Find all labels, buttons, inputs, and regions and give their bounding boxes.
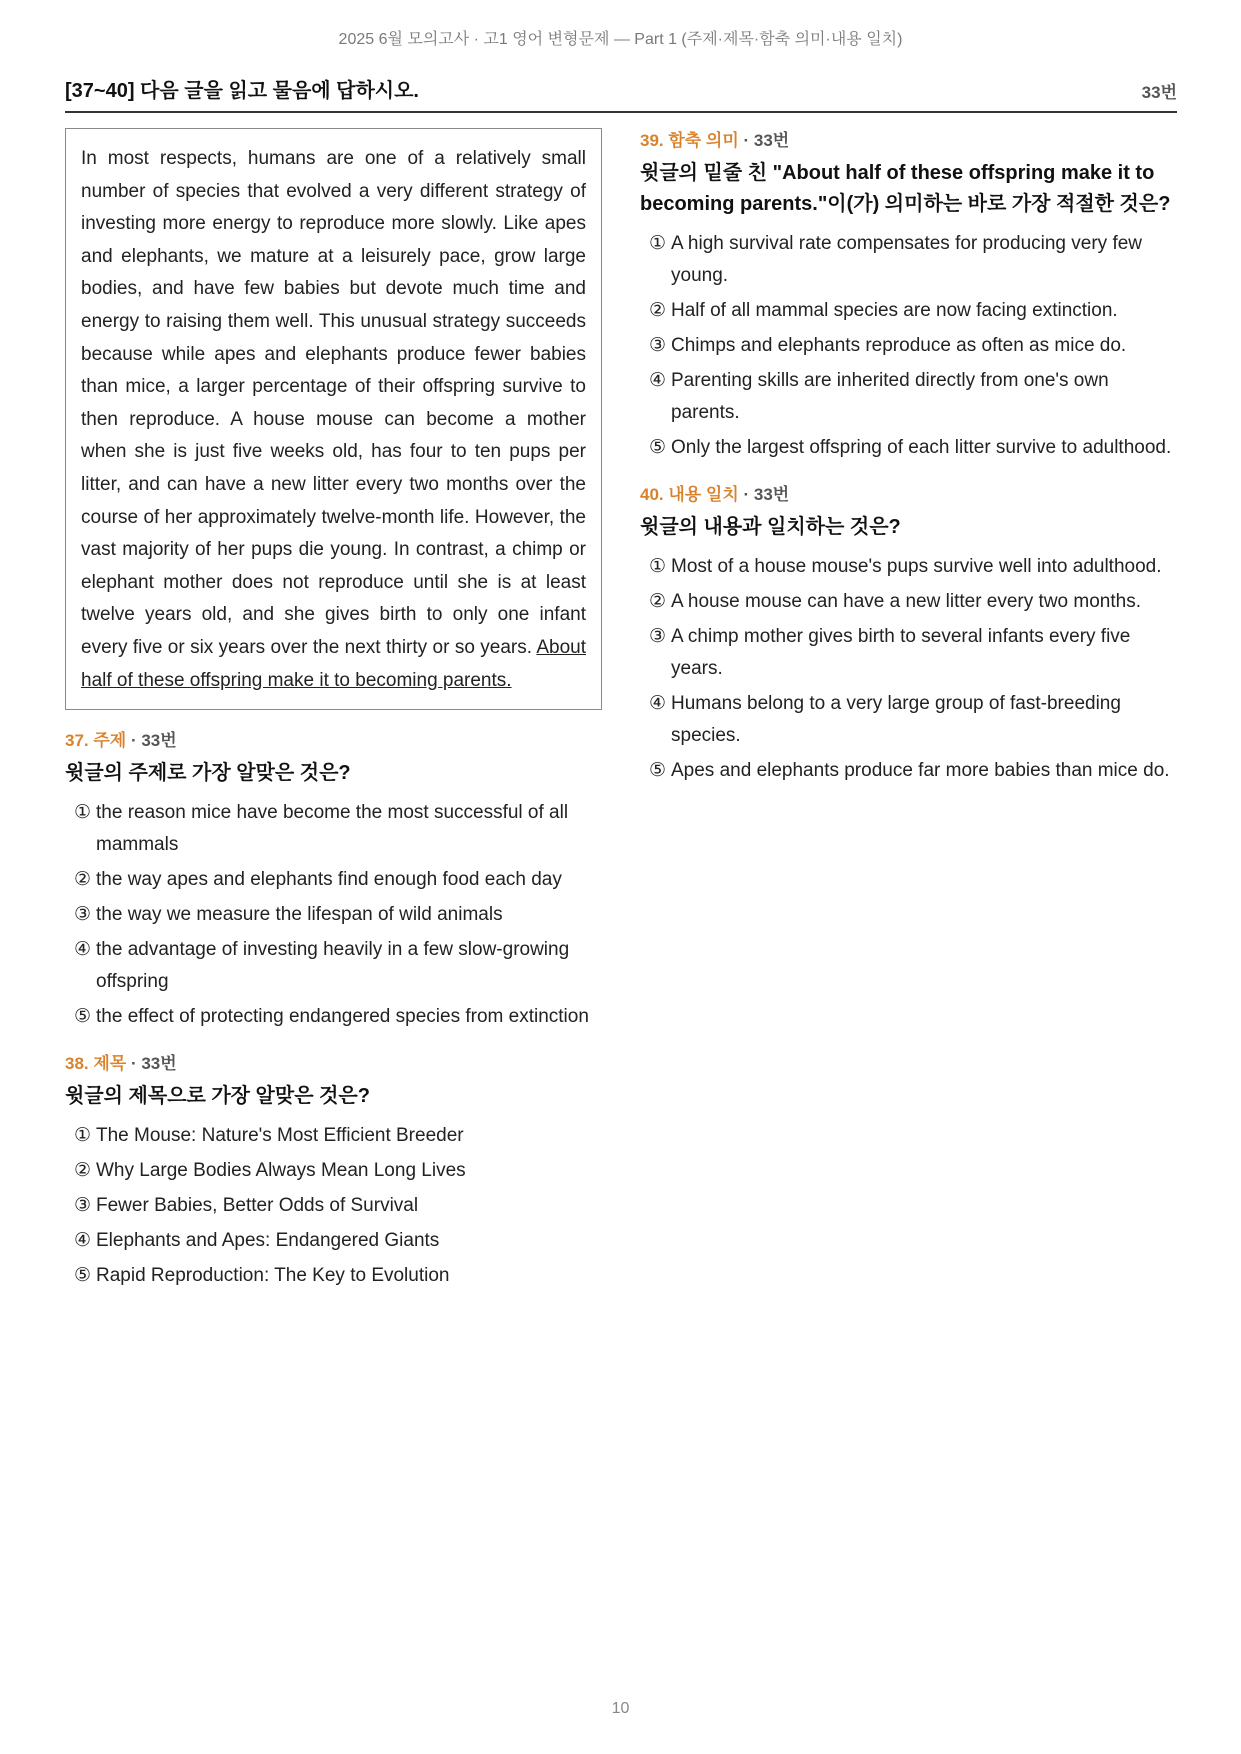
question-prompt: 윗글의 내용과 일치하는 것은? [640,516,901,538]
question-label [65,1051,602,1077]
option-5[interactable] [640,432,1177,464]
option-text: Parenting skills are inherited directly from one's own parents. [671,370,1109,423]
question-38 [65,1051,602,1292]
option-list [65,797,602,1033]
option-marker: ③ [649,626,667,647]
option-3[interactable] [640,621,1177,685]
option-marker: ② [74,869,92,891]
option-2[interactable] [65,1155,602,1187]
option-5[interactable] [65,1260,602,1292]
option-marker: ④ [74,939,92,961]
option-list [640,551,1177,787]
option-2[interactable] [640,586,1177,618]
option-3[interactable] [65,1190,602,1222]
option-marker: ③ [649,335,667,356]
option-marker: ⑤ [74,1006,92,1028]
question-prompt: 윗글의 제목으로 가장 알맞은 것은? [65,1085,370,1108]
option-marker: ③ [74,1195,92,1217]
question-37 [65,728,602,1033]
question-tag: 39. 함축 의미 [640,131,739,150]
option-marker: ② [649,300,667,321]
option-list [65,1120,602,1292]
option-marker: ④ [649,693,667,714]
question-tag: 37. 주제 [65,731,127,751]
option-1[interactable] [65,1120,602,1152]
option-4[interactable] [65,1225,602,1257]
question-source-number: · 33번 [743,485,790,504]
left-column [65,128,602,1295]
question-prompt: 윗글의 주제로 가장 알맞은 것은? [65,762,351,785]
option-marker: ① [649,233,667,254]
option-text: the effect of protecting endangered species from extinction [96,1006,589,1028]
option-marker: ④ [649,370,667,391]
question-label [640,482,1177,508]
section-number: 33번 [1141,83,1177,102]
option-1[interactable] [65,797,602,861]
option-marker: ① [649,556,667,577]
option-1[interactable] [640,228,1177,292]
question-39 [640,128,1177,464]
option-marker: ① [74,1125,92,1147]
question-source-number: · 33번 [130,731,177,751]
reading-passage [65,128,602,710]
question-prompt: 윗글의 밑줄 친 "About half of these offspring make it to becoming parents."이(가) 의미하는 바로 가장 적절한 것은? [640,162,1171,215]
option-marker: ② [74,1160,92,1182]
passage-underlined-sentence: About half of these offspring make it to becoming parents. [81,636,586,691]
option-4[interactable] [65,934,602,998]
option-text: Why Large Bodies Always Mean Long Lives [96,1160,466,1182]
option-text: The Mouse: Nature's Most Efficient Breeder [96,1125,464,1147]
option-list [640,228,1177,464]
question-label [65,728,602,754]
running-head: 2025 6월 모의고사 · 고1 영어 변형문제 — Part 1 (주제·제목·함축 의미·내용 일치) [338,31,903,48]
question-label [640,128,1177,154]
option-text: Most of a house mouse's pups survive well into adulthood. [671,556,1162,577]
right-column [640,128,1177,790]
option-text: Apes and elephants produce far more babies than mice do. [671,760,1170,781]
option-text: A house mouse can have a new litter every two months. [671,591,1141,612]
option-text: Fewer Babies, Better Odds of Survival [96,1195,419,1217]
option-5[interactable] [640,755,1177,787]
question-40 [640,482,1177,787]
option-text: A chimp mother gives birth to several infants every five years. [671,626,1131,679]
option-4[interactable] [640,688,1177,752]
question-source-number: · 33번 [130,1054,177,1074]
option-5[interactable] [65,1001,602,1033]
option-2[interactable] [65,864,602,896]
option-3[interactable] [640,330,1177,362]
option-text: Rapid Reproduction: The Key to Evolution [96,1265,450,1287]
question-tag: 38. 제목 [65,1054,127,1074]
option-marker: ⑤ [649,760,667,781]
option-text: Elephants and Apes: Endangered Giants [96,1230,440,1252]
option-text: Humans belong to a very large group of fast-breeding species. [671,693,1121,746]
option-marker: ④ [74,1230,92,1252]
question-source-number: · 33번 [743,131,790,150]
option-text: Half of all mammal species are now facing extinction. [671,300,1118,321]
passage-body: In most respects, humans are one of a relatively small number of species that evolved a very different strategy of investing more energy to reproduce more slowly. Like apes and elephants, we mature at a leisurely pace, grow large bodies, and have few babies but devote much time and energy to raising them well. This unusual strategy succeeds because while apes and elephants produce fewer babies than mice, a larger percentage of their offspring survive to then reproduce. A house mouse can become a mother when she is just five weeks old, has four to ten pups per litter, and can have a new litter every two months over the course of her approximately twelve-month life. However, the vast majority of her pups die young. In contrast, a chimp or elephant mother does not reproduce until she is at least twelve years old, and she gives birth to only one infant every five or six years over the next thirty or so years. [81,148,586,658]
section-header [65,74,1177,113]
option-1[interactable] [640,551,1177,583]
option-marker: ② [649,591,667,612]
question-tag: 40. 내용 일치 [640,485,739,504]
page-number: 10 [611,1700,630,1717]
option-2[interactable] [640,295,1177,327]
option-marker: ⑤ [74,1265,92,1287]
option-marker: ③ [74,904,92,926]
option-text: the reason mice have become the most successful of all mammals [96,802,569,856]
option-text: the way we measure the lifespan of wild animals [96,904,503,926]
option-text: the advantage of investing heavily in a few slow-growing offspring [96,939,570,993]
option-3[interactable] [65,899,602,931]
option-4[interactable] [640,365,1177,429]
option-text: Only the largest offspring of each litter survive to adulthood. [671,437,1172,458]
section-instruction: [37~40] 다음 글을 읽고 물음에 답하시오. [65,80,419,102]
option-marker: ⑤ [649,437,667,458]
option-text: the way apes and elephants find enough food each day [96,869,562,891]
option-text: Chimps and elephants reproduce as often as mice do. [671,335,1127,356]
option-text: A high survival rate compensates for producing very few young. [671,233,1143,286]
option-marker: ① [74,802,92,824]
